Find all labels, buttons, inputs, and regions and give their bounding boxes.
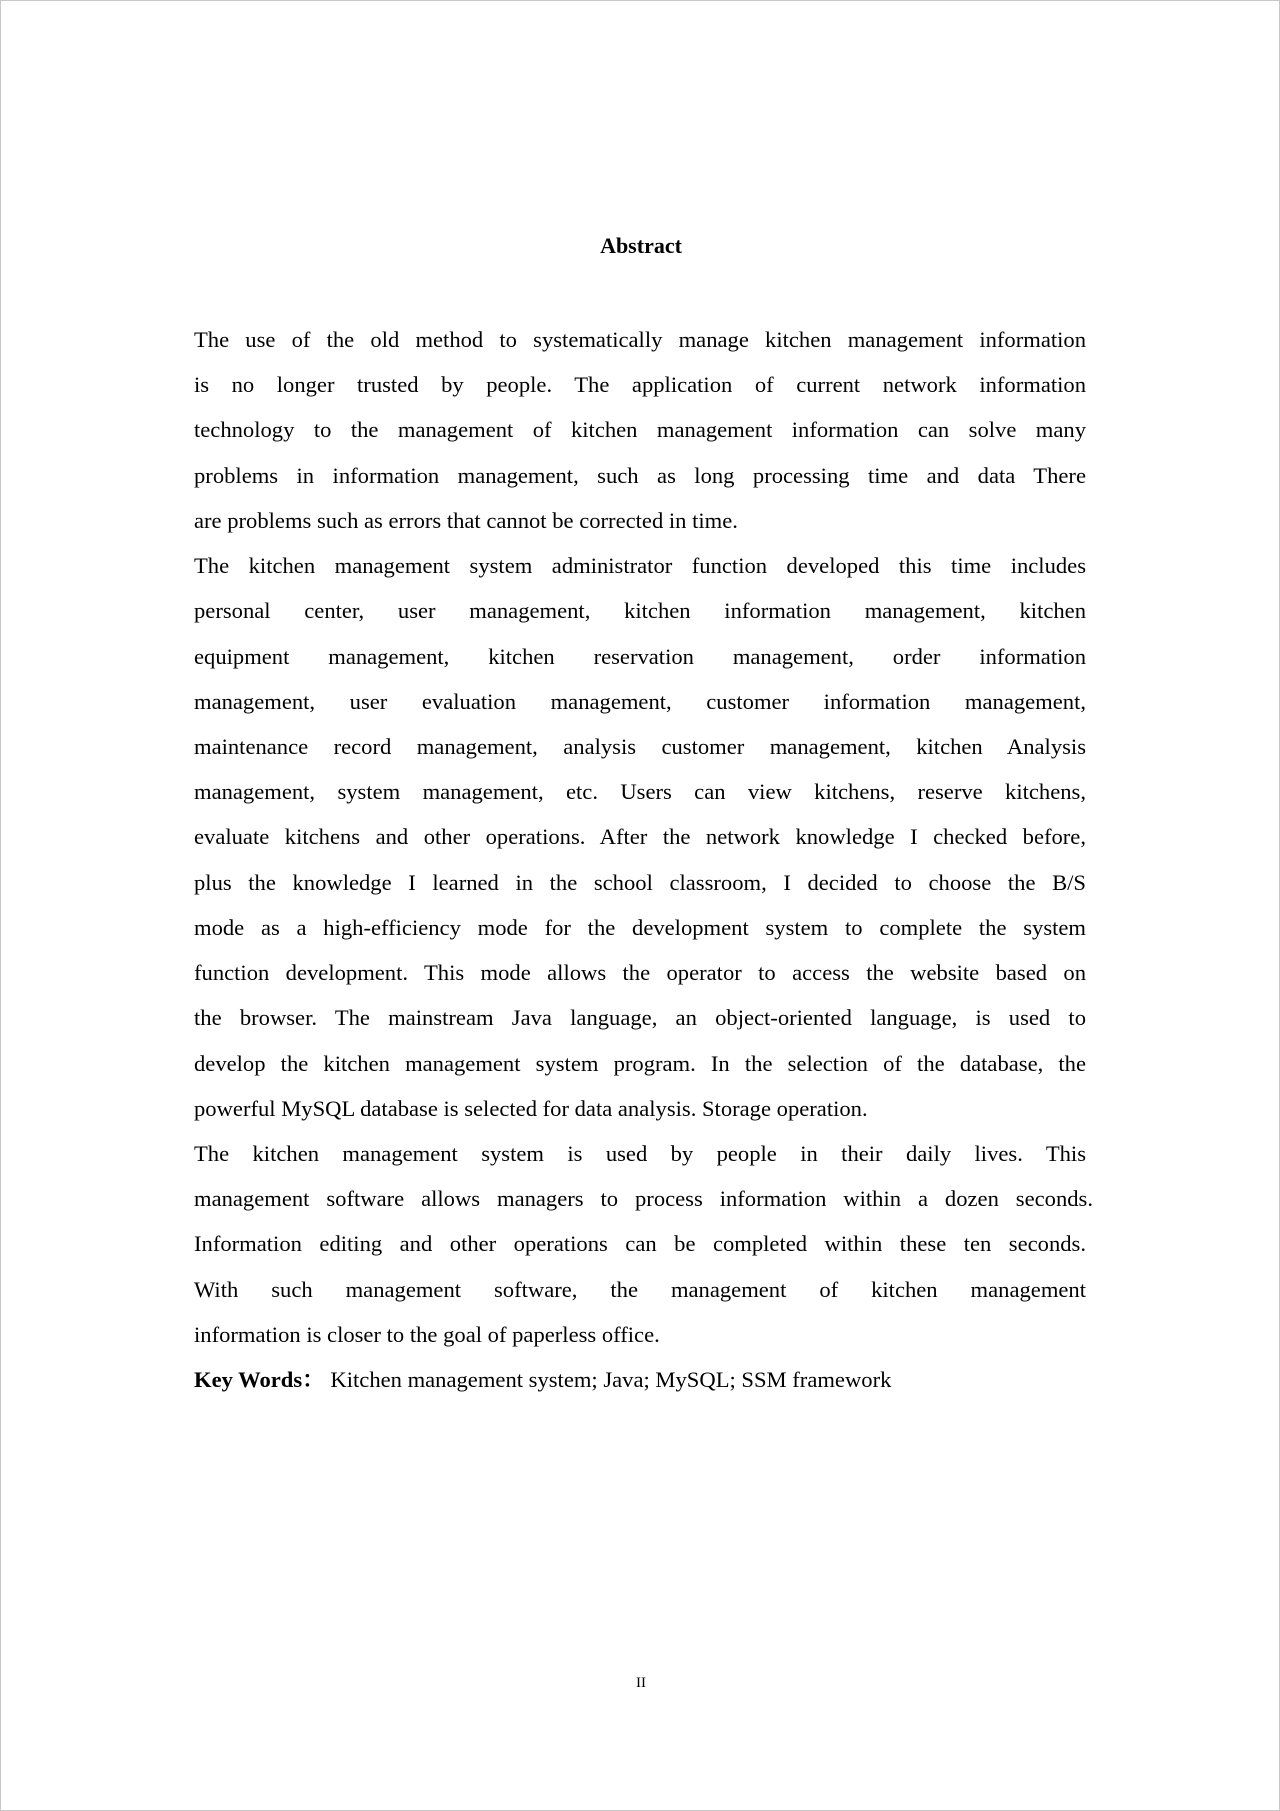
text-line: maintenance record management, analysis customer management, kitchen Analysis: [194, 733, 1086, 759]
text-line: The use of the old method to systematically manage kitchen management information: [194, 327, 1086, 352]
text-line: management, system management, etc. Users can view kitchens, reserve kitchens,: [194, 779, 1086, 805]
text-line: The kitchen management system is used by people in their daily lives. This: [194, 1140, 1086, 1166]
text-line: plus the knowledge I learned in the school classroom, I decided to choose the B/S: [194, 869, 1086, 895]
text-line: the browser. The mainstream Java language, an object-oriented language, is used to: [194, 1005, 1086, 1031]
paragraph-1: [194, 317, 1086, 543]
abstract-title: Abstract: [600, 233, 682, 258]
text-line: powerful MySQL database is selected for data analysis. Storage operation.: [194, 1095, 868, 1121]
text-line: problems in information management, such as long processing time and data There: [194, 462, 1086, 488]
text-line: technology to the management of kitchen management information can solve many: [194, 417, 1086, 443]
text-line: The kitchen management system administrator function developed this time includes: [194, 553, 1086, 579]
text-line: evaluate kitchens and other operations. After the network knowledge I checked before,: [194, 824, 1086, 850]
text-line: personal center, user management, kitchen information management, kitchen: [194, 598, 1086, 624]
text-line: Information editing and other operations can be completed within these ten seconds.: [194, 1231, 1086, 1257]
text-line: develop the kitchen management system program. In the selection of the database, the: [194, 1050, 1086, 1076]
text-line: management, user evaluation management, customer information management,: [194, 688, 1086, 714]
text-line: mode as a high-efficiency mode for the development system to complete the system: [194, 914, 1086, 940]
text-line: management software allows managers to process information within a dozen seconds.: [194, 1186, 1093, 1212]
keywords-value: Kitchen management system; Java; MySQL; SSM framework: [324, 1367, 892, 1393]
text-line: information is closer to the goal of paperless office.: [194, 1321, 660, 1347]
paragraph-2: [194, 543, 1086, 1131]
abstract-body: [194, 317, 1093, 1402]
page-number: II: [636, 1675, 646, 1691]
text-line: With such management software, the management of kitchen management: [194, 1276, 1086, 1302]
text-line: is no longer trusted by people. The application of current network information: [194, 372, 1086, 398]
text-line: are problems such as errors that cannot be corrected in time.: [194, 507, 738, 533]
keywords-line: [194, 1357, 1086, 1402]
text-line: function development. This mode allows the operator to access the website based on: [194, 960, 1086, 986]
keywords-label: Key Words：: [194, 1367, 325, 1393]
text-line: equipment management, kitchen reservation management, order information: [194, 643, 1086, 669]
paragraph-3: [194, 1131, 1093, 1357]
